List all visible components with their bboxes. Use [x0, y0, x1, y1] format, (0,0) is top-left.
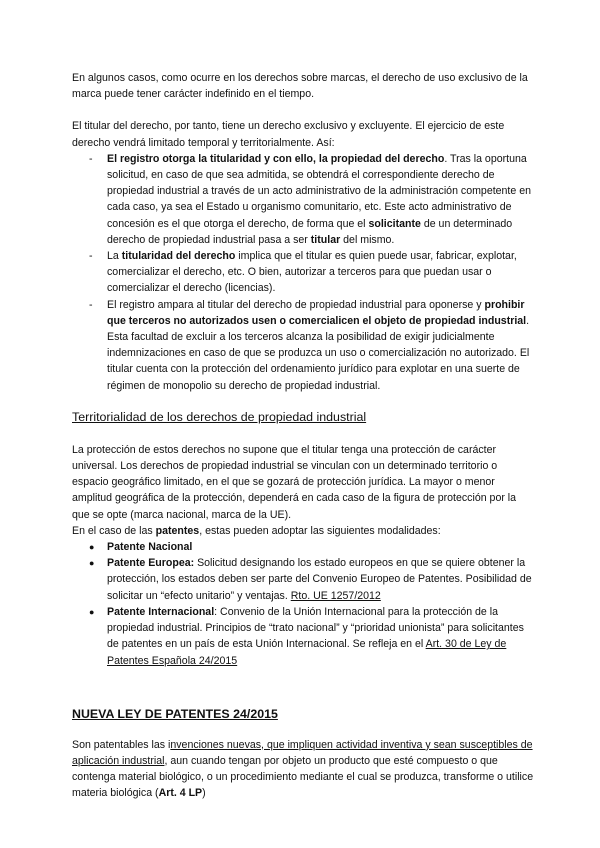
text: La: [107, 250, 122, 263]
bullet-marker: ●: [89, 606, 95, 617]
list-item: [72, 539, 534, 555]
paragraph-titular: El titular del derecho, por tanto, tiene un derecho exclusivo y excluyente. El ejercicio de este derecho vendrá limitado temporal y territorialmente. Así:: [72, 120, 505, 149]
list-item: [72, 555, 534, 604]
reference-link[interactable]: Art. 30 de Ley de Patentes Española 24/2015: [107, 638, 507, 667]
dash-marker: -: [89, 152, 93, 165]
bold-text: Patente Europea:: [107, 557, 195, 570]
reference-link[interactable]: Rto. UE 1257/2012: [290, 589, 381, 602]
text: del mismo.: [340, 233, 395, 246]
text: En el caso de las: [72, 524, 156, 537]
bold-text: Art. 4 LP: [158, 787, 203, 800]
paragraph-patentables: [72, 737, 534, 802]
paragraph-marcas: En algunos casos, como ocurre en los derechos sobre marcas, el derecho de uso exclusivo de la marca puede tener carácter indefinido en el tiempo.: [72, 72, 528, 101]
document-page: [72, 70, 534, 802]
text: implica que el titular es quien puede usar, fabricar, explotar, comercializar el derecho, etc. O bien, autorizar a terceros para que puedan usar o comercializar el derecho (licencias).: [107, 250, 517, 295]
section-heading-territorialidad: Territorialidad de los derechos de propiedad industrial: [72, 409, 367, 424]
bold-text: prohibir que terceros no autorizados usen o comercialicen el objeto de propiedad industrial: [107, 298, 527, 327]
dash-list: [72, 151, 534, 394]
dash-marker: -: [89, 250, 93, 263]
list-item: [72, 248, 534, 297]
text: : Convenio de la Unión Internacional para la protección de la propiedad industrial. Principios de “trato nacional” y “prioridad unionista” para solicitantes de patentes en un país de esta Unión Internacional. Se refleja en el: [107, 605, 524, 651]
paragraph-proteccion: La protección de estos derechos no supone que el titular tenga una protección de carácter universal. Los derechos de propiedad industrial se vinculan con un determinado territorio o espacio geográfico limitado, en el que se gozará de protección jurídica. La mayor o menor amplitud geográfica de la protección, dependerá en cada caso de la figura de protección por la que se opte (marca nacional, marca de la UE).: [72, 443, 517, 521]
bullet-list: [72, 539, 534, 669]
dash-marker: -: [89, 298, 93, 311]
bullet-marker: ●: [89, 542, 95, 553]
text: , estas pueden adoptar las siguientes modalidades:: [199, 524, 441, 537]
bold-text: El registro otorga la titularidad y con ello, la propiedad del derecho: [107, 152, 445, 165]
bold-text: titularidad del derecho: [121, 250, 236, 263]
text: Solicitud designando los estado europeos en que se quiere obtener la protección, los estados deben ser parte del Convenio Europeo de Patentes. Posibilidad de solicitar un “efecto unitario” y ventajas.: [107, 557, 532, 602]
text: . Esta facultad de excluir a los terceros alcanza la posibilidad de exigir judicialmente indemnizaciones en caso de que se produzca un uso o comercialización no autorizado. El titular cuenta con la protección del ordenamiento jurídico para explotar en una suerte de régimen de monopolio su derecho de propiedad industrial.: [107, 314, 530, 392]
underlined-text: nvenciones nuevas, que impliquen actividad inventiva y sean susceptibles de aplicación industrial: [72, 738, 533, 767]
section-heading-ley-patentes: NUEVA LEY DE PATENTES 24/2015: [72, 706, 278, 721]
bold-text: solicitante: [368, 217, 421, 230]
text: de un determinado derecho de propiedad industrial pasa a ser: [107, 217, 513, 246]
list-item: [72, 151, 534, 248]
paragraph-patentes: [72, 523, 534, 539]
text: ): [202, 787, 206, 800]
bold-text: Patente Nacional: [107, 541, 193, 554]
text: Son patentables las i: [72, 738, 171, 751]
text: , aun cuando tengan por objeto un producto que esté compuesto o que contenga material biológico, o un procedimiento mediante el cual se produzca, transforme o utilice materia biológica (: [72, 754, 534, 800]
bold-text: titular: [310, 233, 341, 246]
bullet-marker: ●: [89, 558, 95, 569]
text: . Tras la oportuna solicitud, en caso de que sea admitida, se obtendrá el correspondiente derecho de propiedad industrial a través de un acto administrativo de la administración competente en cada caso, ya sea el Estado u organismo comunitario, etc. Este acto administrativo de concesión es el que otorga el derecho, de forma que el: [107, 152, 531, 230]
bold-text: patentes: [155, 524, 200, 537]
text: El registro ampara al titular del derecho de propiedad industrial para oponerse y: [107, 298, 485, 311]
list-item: [72, 297, 534, 394]
bold-text: Patente Internacional: [107, 605, 215, 618]
list-item: [72, 604, 534, 669]
